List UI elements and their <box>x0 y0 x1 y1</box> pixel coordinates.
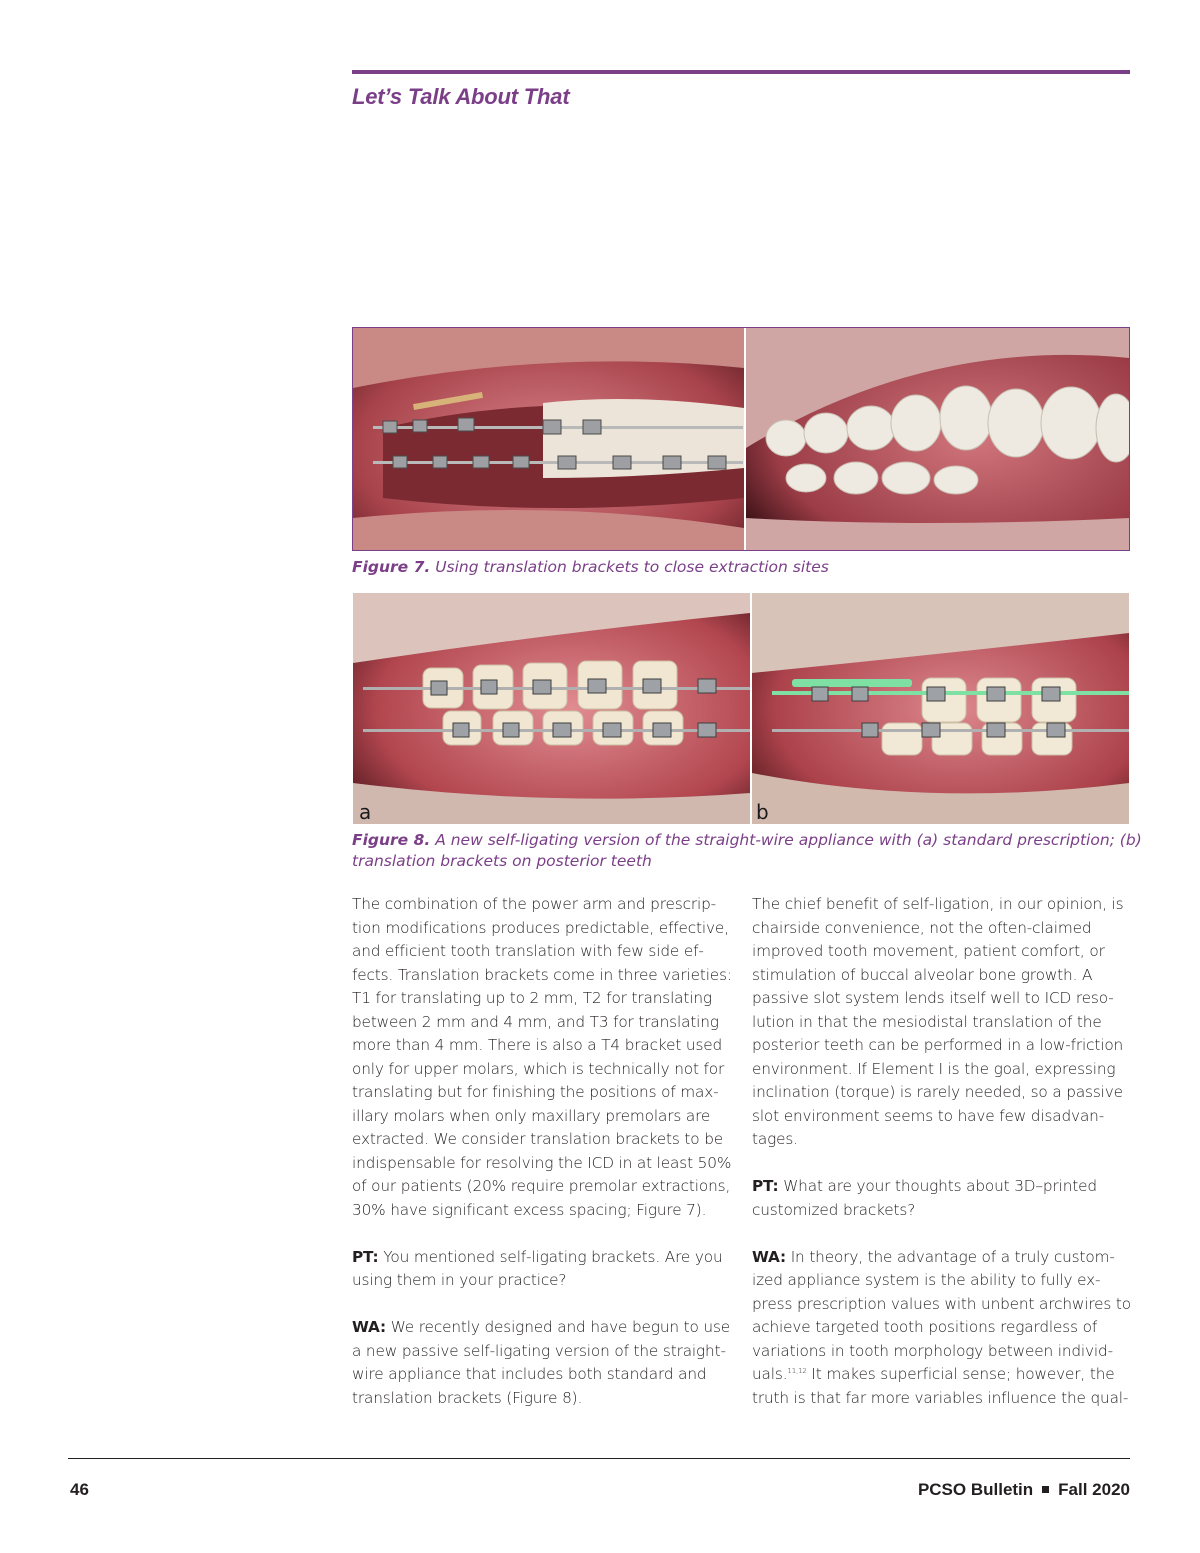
body-paragraph: The chief benefit of self-ligation, in our opinion, is chairside convenience, not the often-claimed improved tooth movement, patient comfort, or stimulation of buccal alveolar bone growth. A passive slot system lends itself well to ICD reso-lution in that the mesiodistal translation of the posterior teeth can be performed in a low-friction environment. If Element I is the goal, expressing inclination (torque) is rarely needed, so a passive slot environment seems to have few disadvan-tages. <box>752 895 1124 1148</box>
speaker-label: PT: <box>752 1177 779 1195</box>
interview-answer <box>752 1246 1132 1411</box>
answer-text: We recently designed and have begun to use a new passive self-ligating version of the straight-wire appliance that includes both standard and translation brackets (Figure 8). <box>352 1318 731 1407</box>
interview-answer <box>352 1316 732 1410</box>
figure8-photo-a <box>353 593 750 824</box>
issue-date: Fall 2020 <box>1058 1480 1130 1499</box>
header-rule <box>352 70 1130 74</box>
footer-rule <box>68 1458 1130 1459</box>
figure8-caption-text: A new self-ligating version of the straight-wire appliance with (a) standard prescription; (b) translation brackets on posterior teeth <box>352 831 1142 870</box>
body-column-left <box>352 893 732 1434</box>
body-paragraph: The combination of the power arm and prescrip-tion modifications produces predictable, effective, and efficient tooth translation with few side ef-fects. Translation brackets come in three varieties: T1 for translating up to 2 mm, T2 for translating between 2 mm and 4 mm, and T3 for translating more than 4 mm. There is also a T4 bracket used only for upper molars, which is technically not for translating but for finishing the positions of max-illary molars when only maxillary premolars are extracted. We consider translation brackets to be indispensable for resolving the ICD in at least 50% of our patients (20% require premolar extractions, 30% have significant excess spacing; Figure 7). <box>352 895 732 1219</box>
figure8-panel-b-label: b <box>756 800 769 824</box>
answer-text: In theory, the advantage of a truly custom-ized appliance system is the ability to fully ex-press prescription values with unbent archwires to achieve targeted tooth positions regardless of variations in tooth morphology between individ-uals. <box>752 1247 1131 1383</box>
question-text: What are your thoughts about 3D–printed customized brackets? <box>752 1177 1097 1219</box>
question-text: You mentioned self-ligating brackets. Are you using them in your practice? <box>352 1247 723 1289</box>
figure7-caption-text: Using translation brackets to close extraction sites <box>435 558 829 576</box>
section-title: Let’s Talk About That <box>352 84 570 109</box>
speaker-label: PT: <box>352 1247 379 1266</box>
figure7-label: Figure 7. <box>352 558 431 576</box>
figure8-label: Figure 8. <box>352 831 431 849</box>
answer-text-continued: It makes superficial sense; however, the truth is that far more variables influence the qual- <box>752 1365 1129 1407</box>
page-number: 46 <box>70 1480 89 1499</box>
publication-name: PCSO Bulletin <box>917 1480 1034 1499</box>
figure8-caption <box>352 830 1142 872</box>
figure7-caption <box>352 557 829 578</box>
separator-square-icon <box>1042 1486 1049 1493</box>
speaker-label: WA: <box>752 1247 786 1266</box>
body-column-right <box>752 893 1132 1434</box>
interview-question <box>752 1175 1132 1222</box>
figure8-panel-a-label: a <box>359 800 372 824</box>
interview-question <box>352 1246 732 1293</box>
speaker-label: WA: <box>352 1318 386 1336</box>
citation-superscript: 11,12 <box>787 1366 807 1375</box>
figure8-photo-b <box>752 593 1129 824</box>
footer-publication <box>918 1480 1130 1500</box>
figure7-frame <box>352 327 1130 551</box>
